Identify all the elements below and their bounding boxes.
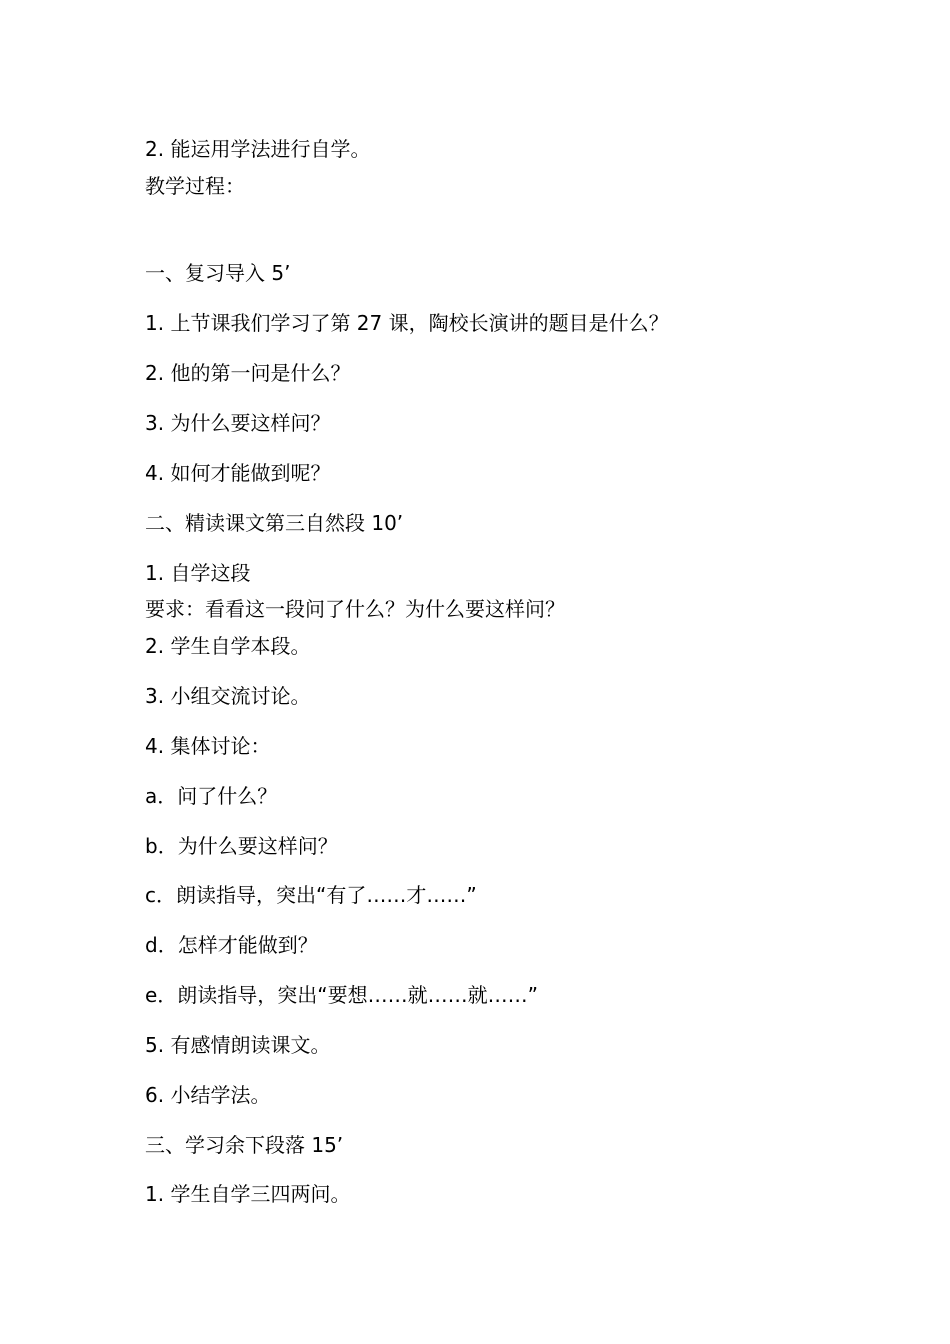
list-item: 1. 学生自学三四两问。: [145, 1182, 351, 1206]
requirement-line: 要求：看看这一段问了什么？为什么要这样问？: [145, 597, 565, 621]
list-item: 1. 自学这段: [145, 561, 251, 585]
sub-list-item: b．为什么要这样问？: [145, 834, 338, 858]
list-item: 4. 集体讨论：: [145, 734, 271, 758]
list-item: 1. 上节课我们学习了第 27 课，陶校长演讲的题目是什么？: [145, 311, 669, 335]
list-item: 3. 小组交流讨论。: [145, 684, 311, 708]
list-item: 5. 有感情朗读课文。: [145, 1033, 331, 1057]
list-item: 4. 如何才能做到呢？: [145, 461, 331, 485]
list-item: 2. 他的第一问是什么？: [145, 361, 351, 385]
section-heading-close-reading: 二、精读课文第三自然段 10’: [145, 511, 404, 535]
section-heading-remaining: 三、学习余下段落 15’: [145, 1133, 344, 1157]
sub-list-item: e．朗读指导，突出“要想……就……就……”: [145, 983, 539, 1007]
section-heading-review: 一、复习导入 5’: [145, 261, 291, 285]
objective-line: 2. 能运用学法进行自学。: [145, 137, 371, 161]
list-item: 6. 小结学法。: [145, 1083, 271, 1107]
list-item: 3. 为什么要这样问？: [145, 411, 331, 435]
section-heading-process: 教学过程：: [145, 174, 245, 198]
sub-list-item: c．朗读指导，突出“有了……才……”: [145, 883, 477, 907]
sub-list-item: d．怎样才能做到？: [145, 933, 318, 957]
sub-list-item: a．问了什么？: [145, 784, 278, 808]
list-item: 2. 学生自学本段。: [145, 634, 311, 658]
